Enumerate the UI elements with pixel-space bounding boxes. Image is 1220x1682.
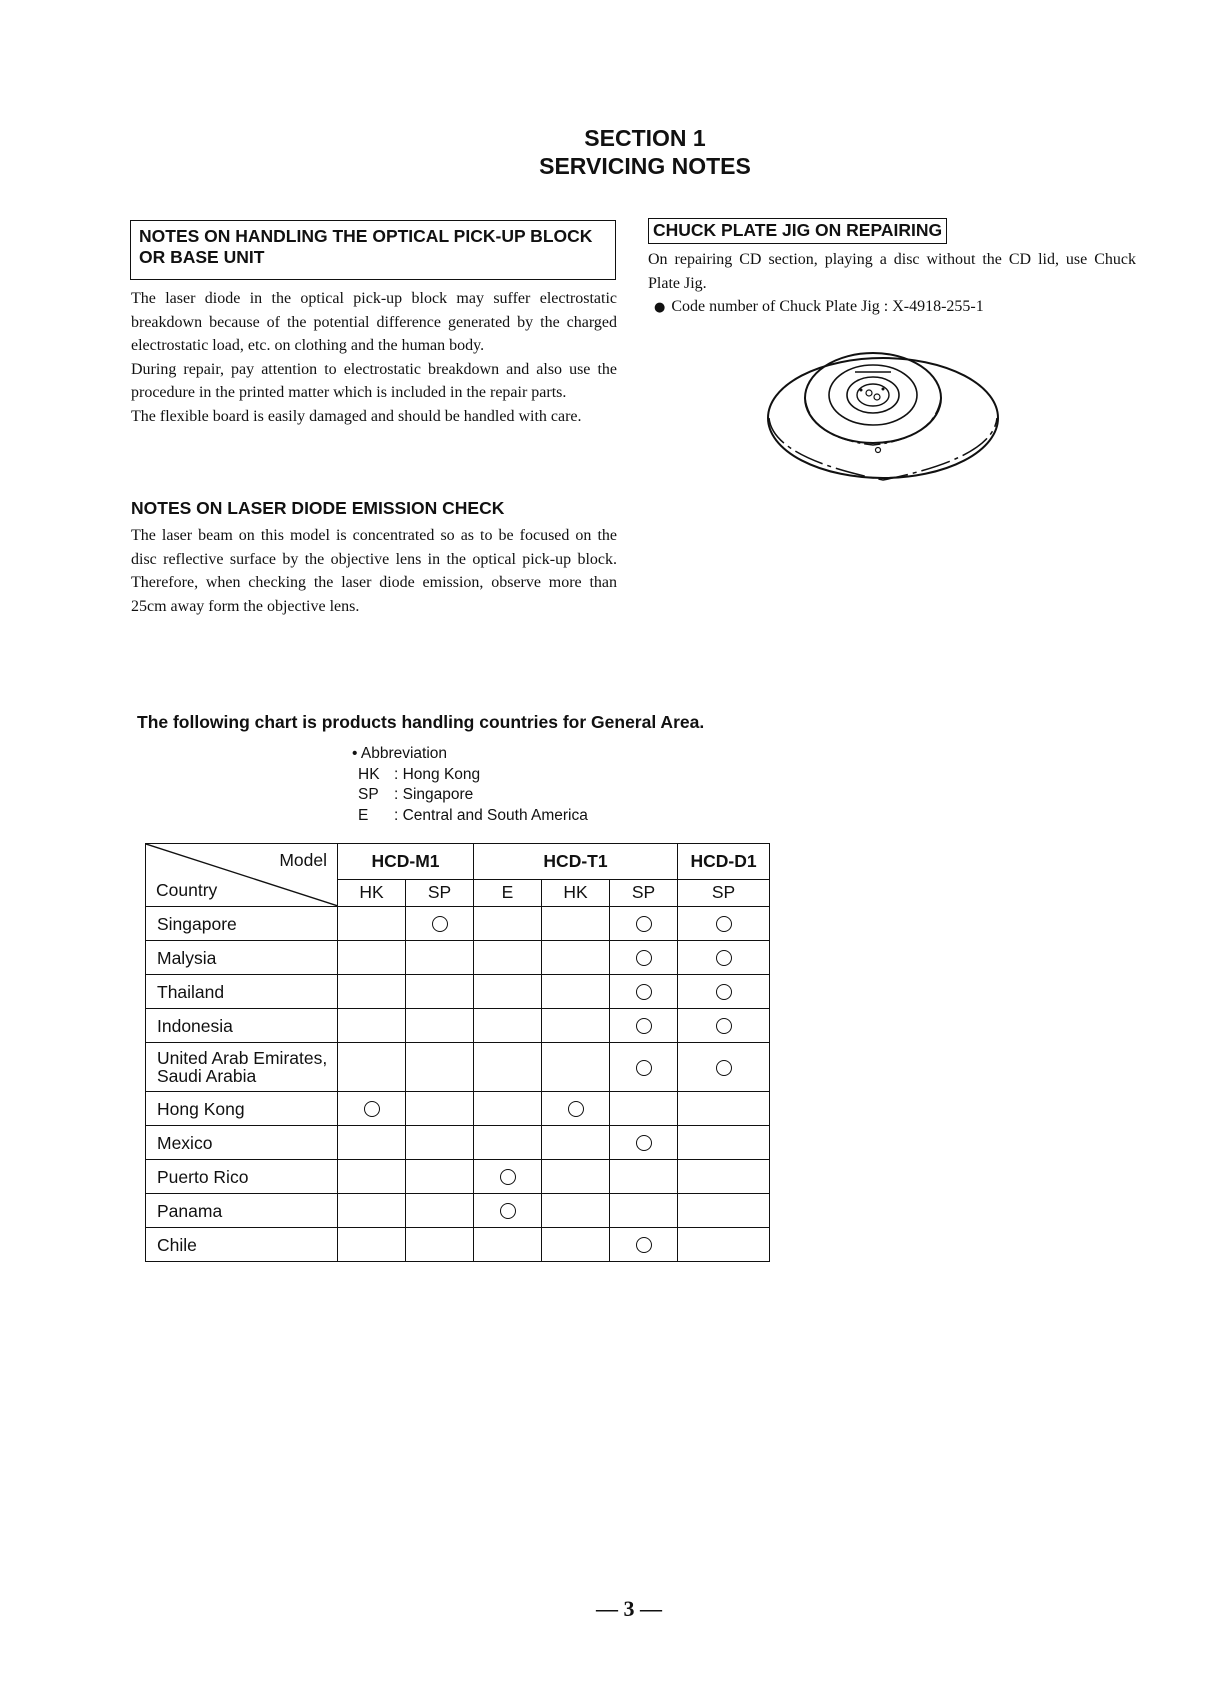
mark-cell	[678, 975, 770, 1009]
model-header: HCD-M1	[338, 844, 474, 880]
abbreviation-item: HK : Hong Kong	[358, 765, 481, 783]
table-corner-cell	[146, 844, 338, 907]
chuck-heading-box	[648, 218, 947, 244]
mark-cell	[610, 1092, 678, 1126]
mark-cell	[474, 1126, 542, 1160]
circle-mark-icon	[636, 916, 652, 932]
chuck-plate-jig-illustration	[765, 340, 1005, 490]
table-row	[146, 941, 770, 975]
mark-cell	[338, 1194, 406, 1228]
circle-mark-icon	[568, 1101, 584, 1117]
mark-cell	[610, 1009, 678, 1043]
country-cell: Thailand	[146, 975, 338, 1009]
mark-cell	[542, 1009, 610, 1043]
mark-cell	[542, 941, 610, 975]
table-body	[146, 907, 770, 1262]
mark-cell	[610, 975, 678, 1009]
table-row	[146, 907, 770, 941]
circle-mark-icon	[500, 1169, 516, 1185]
circle-mark-icon	[636, 984, 652, 1000]
mark-cell	[678, 1160, 770, 1194]
circle-mark-icon	[716, 984, 732, 1000]
handling-paragraph-3: The flexible board is easily damaged and should be handled with care.	[131, 407, 582, 425]
mark-cell	[474, 1043, 542, 1092]
handling-heading-line1: NOTES ON HANDLING THE OPTICAL PICK-UP BLOCK	[139, 226, 593, 246]
country-cell: Panama	[146, 1194, 338, 1228]
region-header: HK	[542, 879, 610, 906]
table-row	[146, 1092, 770, 1126]
mark-cell	[610, 1043, 678, 1092]
circle-mark-icon	[500, 1203, 516, 1219]
circle-mark-icon	[716, 916, 732, 932]
handling-heading-line2: OR BASE UNIT	[139, 247, 265, 267]
country-cell: Puerto Rico	[146, 1160, 338, 1194]
mark-cell	[406, 1194, 474, 1228]
mark-cell	[678, 1194, 770, 1228]
section-number: SECTION 1	[584, 125, 706, 151]
circle-mark-icon	[636, 1018, 652, 1034]
mark-cell	[406, 1160, 474, 1194]
mark-cell	[542, 1194, 610, 1228]
mark-cell	[338, 1126, 406, 1160]
mark-cell	[542, 1228, 610, 1262]
country-model-table	[145, 843, 770, 1262]
mark-cell	[338, 1160, 406, 1194]
mark-cell	[474, 975, 542, 1009]
mark-cell	[678, 907, 770, 941]
circle-mark-icon	[432, 916, 448, 932]
mark-cell	[678, 1009, 770, 1043]
mark-cell	[338, 1009, 406, 1043]
page-title: SERVICING NOTES	[539, 153, 751, 179]
mark-cell	[610, 1194, 678, 1228]
country-cell: Chile	[146, 1228, 338, 1262]
mark-cell	[338, 941, 406, 975]
mark-cell	[678, 1092, 770, 1126]
chuck-code: Code number of Chuck Plate Jig : X-4918-255-1	[671, 298, 984, 315]
mark-cell	[406, 1009, 474, 1043]
chuck-bullet	[648, 295, 1136, 320]
chart-title: The following chart is products handling countries for General Area.	[137, 712, 705, 732]
circle-mark-icon	[636, 1060, 652, 1076]
circle-mark-icon	[364, 1101, 380, 1117]
table-row	[146, 1228, 770, 1262]
mark-cell	[542, 907, 610, 941]
table-row	[146, 1126, 770, 1160]
handling-heading-box	[130, 220, 616, 280]
region-header: E	[474, 879, 542, 906]
country-cell: Hong Kong	[146, 1092, 338, 1126]
country-cell: Malysia	[146, 941, 338, 975]
mark-cell	[406, 1126, 474, 1160]
mark-cell	[542, 1092, 610, 1126]
circle-mark-icon	[636, 1237, 652, 1253]
circle-mark-icon	[636, 950, 652, 966]
mark-cell	[542, 1126, 610, 1160]
chuck-heading: CHUCK PLATE JIG ON REPAIRING	[653, 220, 943, 240]
abbreviation-item: E : Central and South America	[358, 806, 588, 824]
circle-mark-icon	[716, 1060, 732, 1076]
mark-cell	[474, 1160, 542, 1194]
table-row	[146, 975, 770, 1009]
country-cell: Indonesia	[146, 1009, 338, 1043]
mark-cell	[610, 907, 678, 941]
chuck-body	[648, 248, 1136, 320]
region-header: HK	[338, 879, 406, 906]
mark-cell	[338, 907, 406, 941]
mark-cell	[610, 1228, 678, 1262]
mark-cell	[474, 907, 542, 941]
table-row	[146, 1194, 770, 1228]
mark-cell	[474, 1092, 542, 1126]
mark-cell	[406, 907, 474, 941]
mark-cell	[678, 941, 770, 975]
mark-cell	[406, 1043, 474, 1092]
mark-cell	[474, 1228, 542, 1262]
country-cell: Singapore	[146, 907, 338, 941]
mark-cell	[338, 1092, 406, 1126]
abbreviation-label: • Abbreviation	[352, 745, 448, 762]
country-cell: United Arab Emirates, Saudi Arabia	[146, 1043, 338, 1092]
country-cell: Mexico	[146, 1126, 338, 1160]
abbreviation-list	[352, 744, 588, 826]
mark-cell	[474, 1009, 542, 1043]
handling-paragraph-1: The laser diode in the optical pick-up block may suffer electrostatic breakdown because of the potential difference generated by the charged electrostatic load, etc. on clothing and the human body.	[131, 290, 617, 354]
circle-mark-icon	[716, 1018, 732, 1034]
mark-cell	[610, 1160, 678, 1194]
mark-cell	[542, 1160, 610, 1194]
mark-cell	[678, 1126, 770, 1160]
mark-cell	[678, 1228, 770, 1262]
table-row	[146, 1043, 770, 1092]
mark-cell	[406, 941, 474, 975]
mark-cell	[610, 941, 678, 975]
region-header: SP	[610, 879, 678, 906]
mark-cell	[474, 941, 542, 975]
mark-cell	[542, 1043, 610, 1092]
page-number: — 3 —	[596, 1596, 662, 1621]
corner-model-label: Model	[279, 850, 327, 870]
region-header: SP	[406, 879, 474, 906]
mark-cell	[406, 975, 474, 1009]
mark-cell	[338, 975, 406, 1009]
handling-paragraph-2: During repair, pay attention to electrostatic breakdown and also use the procedure in the printed matter which is included in the repair parts.	[131, 360, 617, 401]
laser-heading: NOTES ON LASER DIODE EMISSION CHECK	[131, 498, 505, 518]
abbreviation-item: SP : Singapore	[358, 786, 474, 803]
bullet-icon: ●	[654, 300, 666, 315]
circle-mark-icon	[636, 1135, 652, 1151]
mark-cell	[678, 1043, 770, 1092]
laser-paragraph: The laser beam on this model is concentrated so as to be focused on the disc reflective surface by the objective lens in the optical pick-up block. Therefore, when checking the laser diode emission, observe more than 25cm away form the objective lens.	[131, 527, 617, 615]
mark-cell	[474, 1194, 542, 1228]
mark-cell	[338, 1228, 406, 1262]
mark-cell	[610, 1126, 678, 1160]
chuck-paragraph: On repairing CD section, playing a disc without the CD lid, use Chuck Plate Jig.	[648, 251, 1136, 292]
circle-mark-icon	[716, 950, 732, 966]
table-row	[146, 1009, 770, 1043]
model-header: HCD-T1	[474, 844, 678, 880]
region-header: SP	[678, 879, 770, 906]
handling-body	[131, 287, 617, 428]
laser-body	[131, 524, 617, 618]
model-header: HCD-D1	[678, 844, 770, 880]
mark-cell	[338, 1043, 406, 1092]
mark-cell	[542, 975, 610, 1009]
mark-cell	[406, 1228, 474, 1262]
table-row	[146, 1160, 770, 1194]
mark-cell	[406, 1092, 474, 1126]
corner-country-label: Country	[156, 880, 218, 900]
